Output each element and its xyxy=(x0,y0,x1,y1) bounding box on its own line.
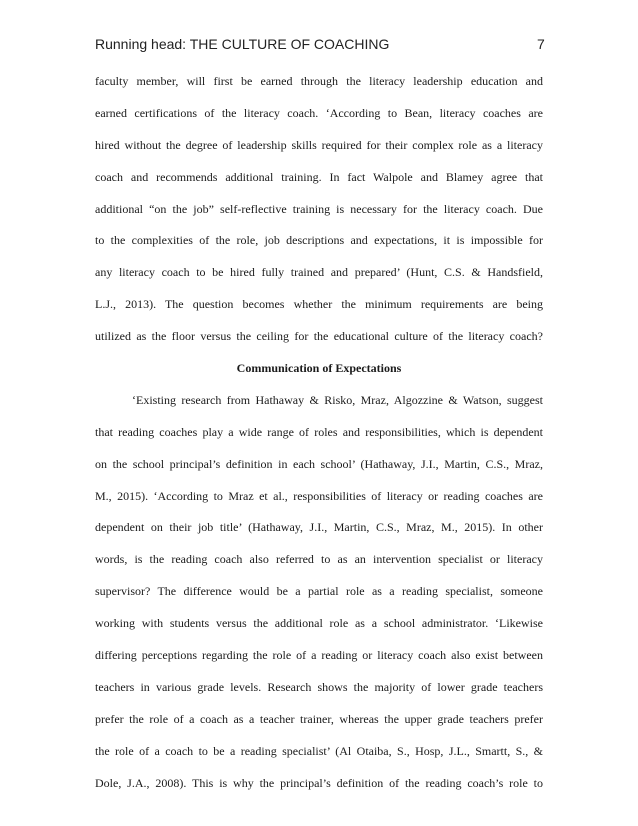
text-line: earned certifications of the literacy coach. ‘According to Bean, literacy coaches are xyxy=(95,105,543,120)
page-number: 7 xyxy=(537,36,545,52)
text-line: coach and recommends additional training. In fact Walpole and Blamey agree that xyxy=(95,169,543,184)
text-line: on the school principal’s definition in each school’ (Hathaway, J.I., Martin, C.S., Mraz, xyxy=(95,456,543,471)
text-line: Dole, J.A., 2008). This is why the principal’s definition of the reading coach’s role to xyxy=(95,775,543,790)
text-line: dependent on their job title’ (Hathaway, J.I., Martin, C.S., Mraz, M., 2015). In other xyxy=(95,520,543,535)
text-line: additional “on the job” self-reflective training is necessary for the literacy coach. Due xyxy=(95,201,543,216)
text-line: the role of a coach to be a reading specialist’ (Al Otaiba, S., Hosp, J.L., Smartt, S., & xyxy=(95,743,543,758)
text-line: ‘Existing research from Hathaway & Risko, Mraz, Algozzine & Watson, suggest xyxy=(132,392,543,407)
text-line: to the complexities of the role, job descriptions and expectations, it is impossible for xyxy=(95,233,543,248)
text-line: utilized as the floor versus the ceiling for the educational culture of the literacy coach? xyxy=(95,329,543,344)
text-line: teachers in various grade levels. Research shows the majority of lower grade teachers xyxy=(95,679,543,694)
text-line: any literacy coach to be hired fully trained and prepared’ (Hunt, C.S. & Handsfield, xyxy=(95,265,543,280)
section-heading: Communication of Expectations xyxy=(236,361,402,376)
text-line: hired without the degree of leadership skills required for their complex role as a literacy xyxy=(95,137,543,152)
running-head: Running head: THE CULTURE OF COACHING xyxy=(95,36,390,52)
text-line: L.J., 2013). The question becomes whether the minimum requirements are being xyxy=(95,297,543,312)
text-line: faculty member, will first be earned through the literacy leadership education and xyxy=(95,74,543,88)
text-line: words, is the reading coach also referred to as an intervention specialist or literacy xyxy=(95,552,543,567)
text-line: prefer the role of a coach as a teacher trainer, whereas the upper grade teachers prefer xyxy=(95,711,543,726)
text-line: that reading coaches play a wide range of roles and responsibilities, which is dependent xyxy=(95,424,543,439)
paragraph-1 xyxy=(95,74,543,361)
text-line: differing perceptions regarding the role of a reading or literacy coach also exist between xyxy=(95,648,543,663)
body-text xyxy=(95,74,543,807)
paragraph-2 xyxy=(95,393,543,808)
text-line: working with students versus the additional role as a school administrator. ‘Likewise xyxy=(95,616,543,631)
text-line: M., 2015). ‘According to Mraz et al., responsibilities of literacy or reading coaches are xyxy=(95,488,543,503)
text-line: supervisor? The difference would be a partial role as a reading specialist, someone xyxy=(95,584,543,599)
